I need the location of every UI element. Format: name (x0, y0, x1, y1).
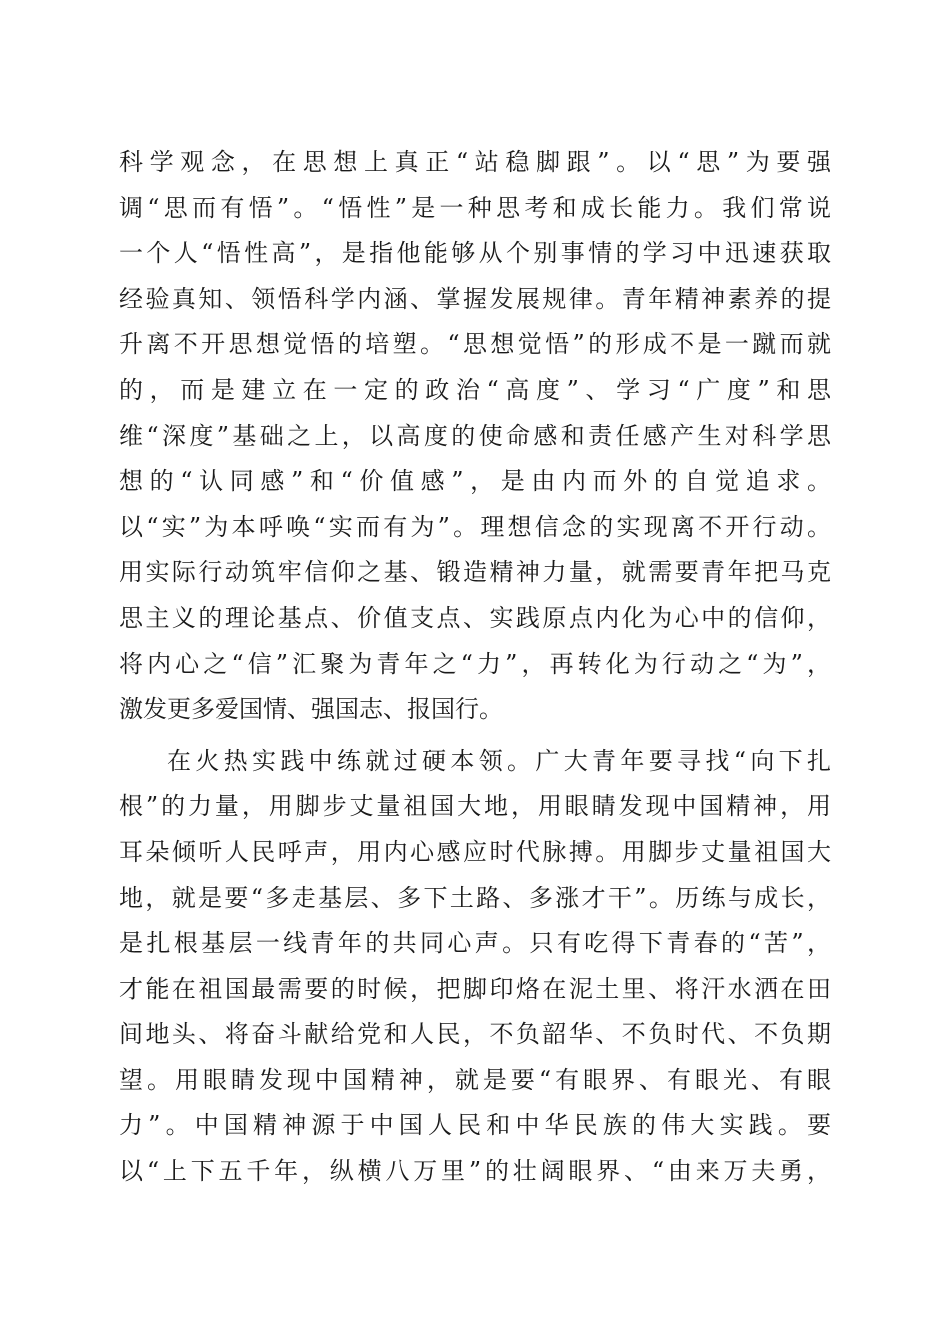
document-body (119, 140, 831, 1195)
text-line: 激发更多爱国情、强国志、报国行。 (119, 695, 503, 724)
text-line: 将内心之“信”汇聚为青年之“力”，再转化为行动之“为”， (119, 649, 831, 678)
text-line: 维“深度”基础之上，以高度的使命感和责任感产生对科学思 (119, 421, 831, 450)
text-line: 想的“认同感”和“价值感”，是由内而外的自觉追求。 (119, 467, 831, 496)
text-line: 升离不开思想觉悟的培塑。“思想觉悟”的形成不是一蹴而就 (119, 330, 831, 359)
text-line: 一个人“悟性高”，是指他能够从个别事情的学习中迅速获取 (119, 239, 831, 268)
paragraph-2 (119, 739, 831, 1195)
text-line: 调“思而有悟”。“悟性”是一种思考和成长能力。我们常说 (119, 193, 831, 222)
text-line: 耳朵倾听人民呼声，用内心感应时代脉搏。用脚步丈量祖国大 (119, 837, 831, 866)
text-line: 才能在祖国最需要的时候，把脚印烙在泥土里、将汗水洒在田 (119, 974, 831, 1003)
paragraph-1 (119, 140, 831, 733)
text-line: 望。用眼睛发现中国精神，就是要“有眼界、有眼光、有眼 (119, 1065, 831, 1094)
text-line: 科学观念，在思想上真正“站稳脚跟”。以“思”为要强 (119, 148, 831, 176)
text-line: 以“上下五千年，纵横八万里”的壮阔眼界、“由来万夫勇， (119, 1157, 831, 1186)
text-line: 力”。中国精神源于中国人民和中华民族的伟大实践。要 (119, 1111, 831, 1140)
text-line: 是扎根基层一线青年的共同心声。只有吃得下青春的“苦”， (119, 929, 831, 958)
text-line: 地，就是要“多走基层、多下土路、多涨才干”。历练与成长， (119, 883, 831, 912)
text-line: 思主义的理论基点、价值支点、实践原点内化为心中的信仰， (119, 603, 831, 632)
text-line: 间地头、将奋斗献给党和人民，不负韶华、不负时代、不负期 (119, 1020, 831, 1049)
text-line: 以“实”为本呼唤“实而有为”。理想信念的实现离不开行动。 (119, 512, 831, 541)
text-line: 在火热实践中练就过硬本领。广大青年要寻找“向下扎 (167, 746, 831, 775)
text-line: 用实际行动筑牢信仰之基、锻造精神力量，就需要青年把马克 (119, 558, 831, 587)
text-line: 经验真知、领悟科学内涵、掌握发展规律。青年精神素养的提 (119, 284, 831, 313)
text-line: 的，而是建立在一定的政治“高度”、学习“广度”和思 (119, 375, 831, 404)
text-line: 根”的力量，用脚步丈量祖国大地，用眼睛发现中国精神，用 (119, 792, 831, 821)
